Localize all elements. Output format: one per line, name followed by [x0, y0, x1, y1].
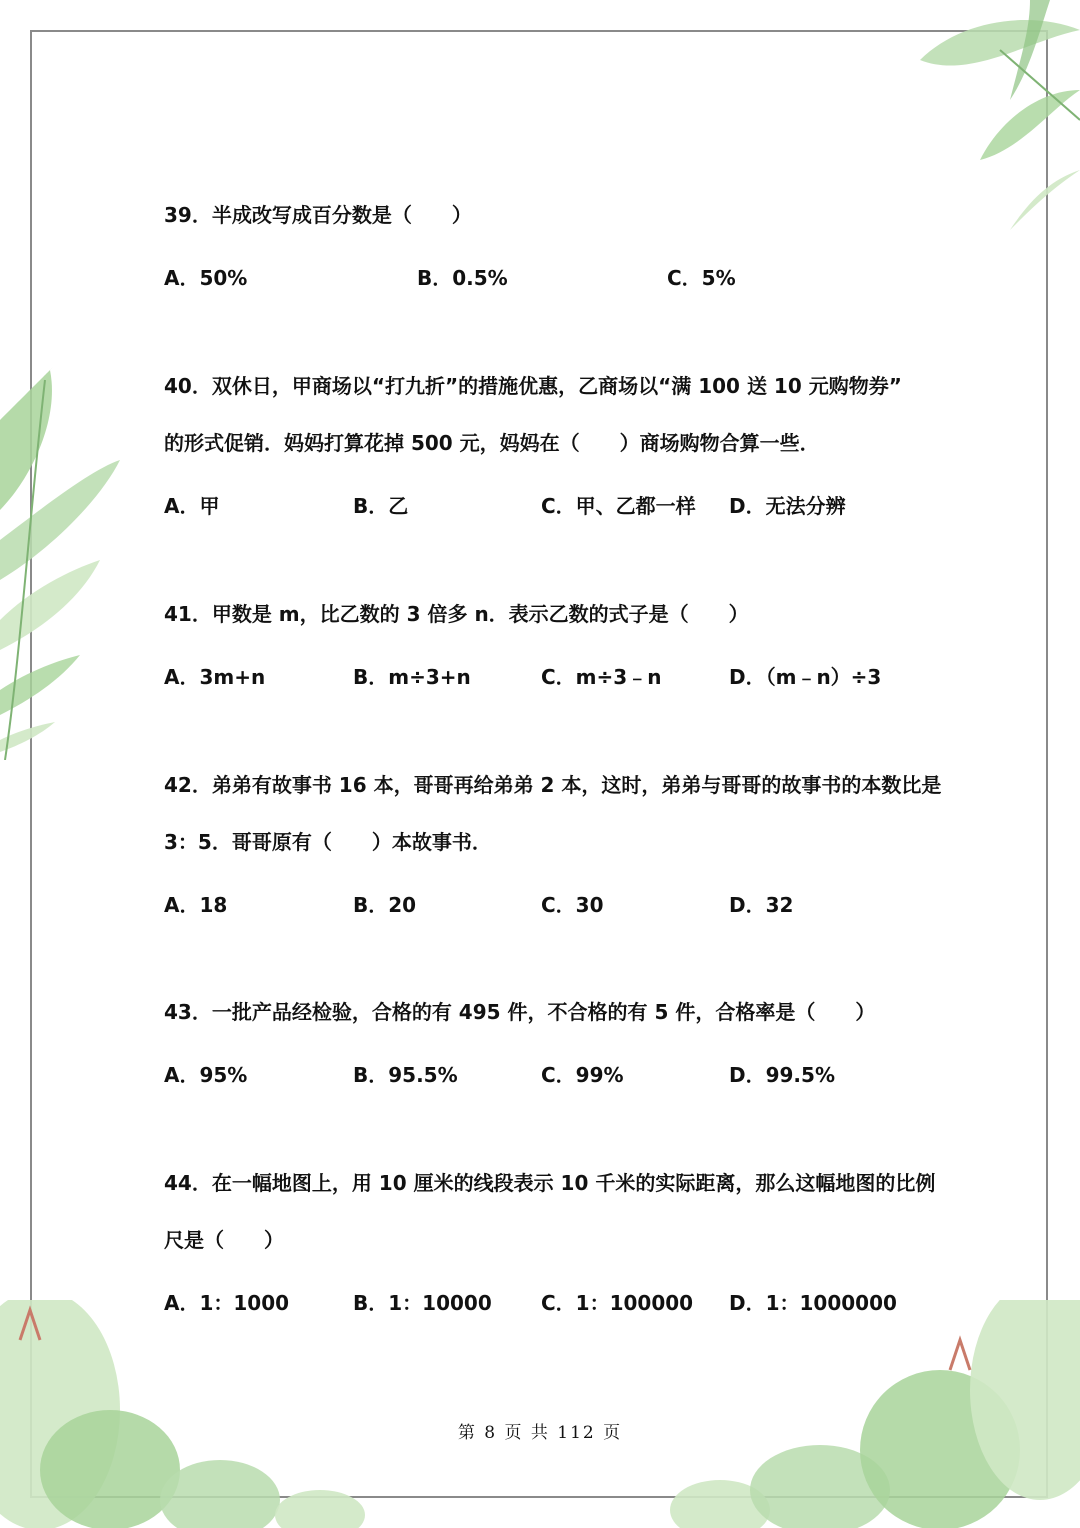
option-c: C．5%	[667, 266, 736, 290]
question-text: 44．在一幅地图上，用 10 厘米的线段表示 10 千米的实际距离，那么这幅地图的比例	[164, 1171, 936, 1195]
question-text: 41．甲数是 m，比乙数的 3 倍多 n．表示乙数的式子是（ ）	[164, 602, 749, 626]
option-b: B．乙	[353, 494, 409, 518]
page-number-footer: 第 8 页 共 112 页	[457, 1423, 623, 1443]
leaf-decoration-top-right-icon	[880, 0, 1080, 240]
option-b: B．m÷3+n	[353, 665, 471, 689]
option-b: B．95.5%	[353, 1063, 458, 1087]
question-text-continued: 3：5．哥哥原有（ ）本故事书．	[164, 830, 492, 854]
question-text-continued: 尺是（ ）	[164, 1228, 284, 1252]
option-b: B．20	[353, 893, 417, 917]
option-a: A．50%	[164, 266, 248, 290]
option-c: C．99%	[541, 1063, 624, 1087]
option-c: C．30	[541, 893, 604, 917]
question-text: 40．双休日，甲商场以“打九折”的措施优惠，乙商场以“满 100 送 10 元购物券”	[164, 374, 902, 398]
question-text-continued: 的形式促销．妈妈打算花掉 500 元，妈妈在（ ）商场购物合算一些．	[164, 431, 820, 455]
question-text: 39．半成改写成百分数是（ ）	[164, 203, 472, 227]
option-a: A．95%	[164, 1063, 248, 1087]
option-a: A．3m+n	[164, 665, 266, 689]
option-d: D．（m﹣n）÷3	[729, 665, 882, 689]
page-border	[30, 30, 1048, 1498]
option-d: D．32	[729, 893, 794, 917]
question-text: 42．弟弟有故事书 16 本，哥哥再给弟弟 2 本，这时，弟弟与哥哥的故事书的本数比是	[164, 773, 942, 797]
succulent-decoration-bottom-icon	[0, 1300, 1080, 1528]
option-d: D．无法分辨	[729, 494, 846, 518]
option-b: B．0.5%	[417, 266, 508, 290]
option-c: C．m÷3﹣n	[541, 665, 662, 689]
option-b: B．1：10000	[353, 1291, 492, 1315]
option-d: D．1：1000000	[729, 1291, 897, 1315]
option-a: A．甲	[164, 494, 220, 518]
leaf-decoration-left-icon	[0, 360, 130, 760]
option-a: A．18	[164, 893, 228, 917]
option-d: D．99.5%	[729, 1063, 835, 1087]
option-a: A．1：1000	[164, 1291, 290, 1315]
option-c: C．甲、乙都一样	[541, 494, 696, 518]
option-c: C．1：100000	[541, 1291, 694, 1315]
question-text: 43．一批产品经检验，合格的有 495 件，不合格的有 5 件，合格率是（ ）	[164, 1000, 876, 1024]
